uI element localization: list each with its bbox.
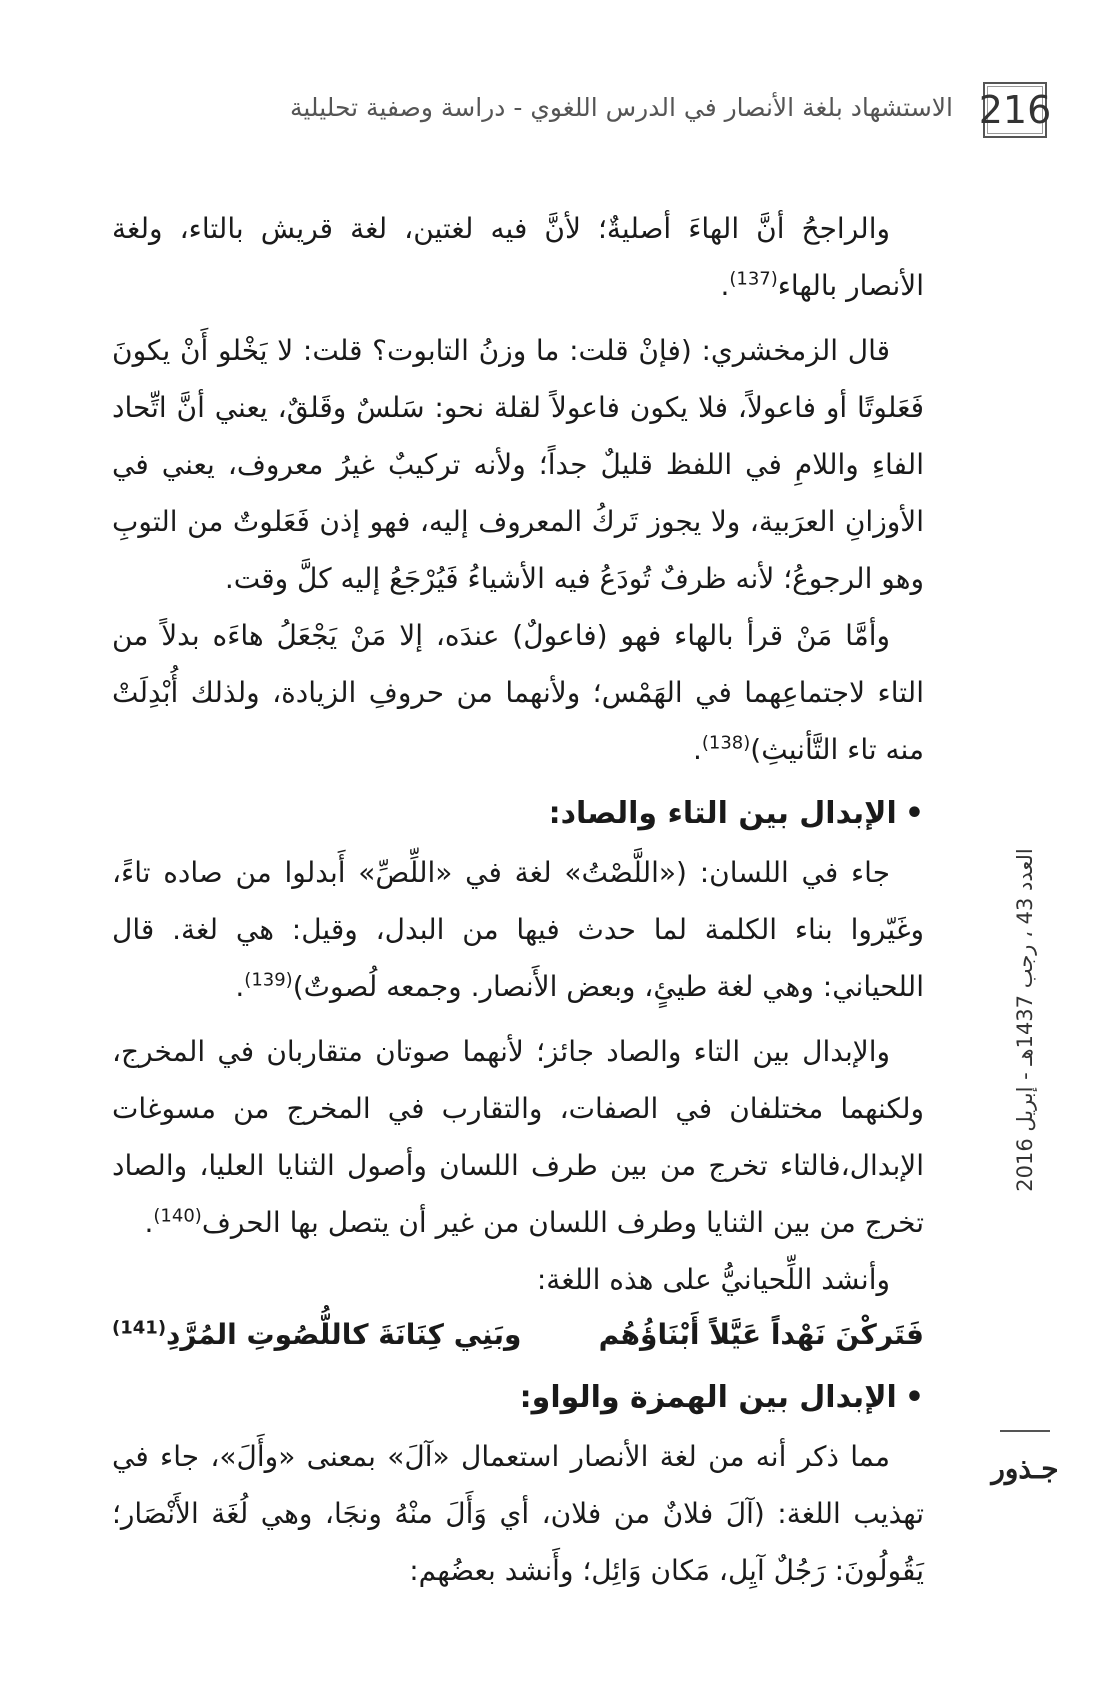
page-number-box <box>978 82 1052 138</box>
paragraph-text: جاء في اللسان: («اللَّصْتُ» لغة في «اللِّصِّ» أَبدلوا من صاده تاءً، وغَيّروا بناء الكلمة لما حدث فيها من البدل، وقيل: هي لغة. قال اللحياني: وهي لغة طيئٍ، وبعض الأَنصار. وجمعه لُصوتٌ) <box>112 856 924 1003</box>
running-title: الاستشهاد بلغة الأنصار في الدرس اللغوي - دراسة وصفية تحليلية <box>289 93 953 122</box>
section-heading-text: الإبدال بين التاء والصاد: <box>548 796 897 831</box>
paragraph: مما ذكر أنه من لغة الأنصار استعمال «آلَ» بمعنى «وأَلَ»، جاء في تهذيب اللغة: (آلَ فلانٌ من فلان، أي وَأَلَ منْهُ ونجَا، وهي لُغَة الأَنْصَار؛ يَقُولُونَ: رَجُلٌ آيِل، مَكان وَائِل؛ وأَنشد بعضُهم: <box>112 1440 924 1587</box>
journal-logo: جـذور <box>991 1452 1059 1485</box>
footnote-ref[interactable]: (139) <box>244 969 293 991</box>
verse-first-hemistich: فَتَركْنَ نَهْداً عَيَّلاً أَبْنَاؤُهُم <box>598 1318 924 1351</box>
paragraph: وأنشد اللِّحيانيُّ على هذه اللغة: <box>536 1263 890 1296</box>
paragraph: والراجحُ أنَّ الهاءَ أصليةٌ؛ لأنَّ فيه لغتين، لغة قريش بالتاء، ولغة الأنصار بالهاء$^{(137)}$. <box>112 212 924 302</box>
section-heading-text: الإبدال بين الهمزة والواو: <box>519 1380 897 1415</box>
paragraph: والإبدال بين التاء والصاد جائز؛ لأنهما صوتان متقاربان في المخرج، ولكنهما مختلفان في الصفات، والتقارب في المخرج من مسوغات الإبدال،فالتاء تخرج من بين طرف اللسان وأصول الثنايا العليا، والصاد تخرج من بين الثنايا وطرف اللسان من غير أن يتصل بها الحرف$^{(140)}$. <box>112 1035 924 1239</box>
body-text <box>112 200 924 1599</box>
footnote-ref[interactable]: (141) <box>112 1317 167 1339</box>
poetry-verse <box>112 1308 924 1362</box>
paragraph: جاء في اللسان: («اللَّصْتُ» لغة في «اللِّصِّ» أَبدلوا من صاده تاءً، وغَيّروا بناء الكلمة لما حدث فيها من البدل، وقيل: هي لغة. قال اللحياني: وهي لغة طيئٍ، وبعض الأَنصار. وجمعه لُصوتٌ)$^{(139)}$. <box>112 856 924 1003</box>
paragraph: قال الزمخشري: (فإنْ قلت: ما وزنُ التابوت؟ قلت: لا يَخْلو أَنْ يكونَ فَعَلوتًا أو فاعولاً، فلا يكون فاعولاً لقلة نحو: سَلسٌ وقَلقٌ، يعني أنَّ اتِّحاد الفاءِ واللامِ في اللفظ قليلٌ جداً؛ ولأنه تركيبٌ غيرُ معروف، يعني في الأوزانِ العرَبية، ولا يجوز تَركُ المعروف إليه، فهو إذن فَعَلوتٌ من التوبِ وهو الرجوعُ؛ لأنه ظرفٌ تُودَعُ فيه الأشياءُ فَيُرْجَعُ إليه كلَّ وقت. <box>112 334 924 595</box>
paragraph-text: والإبدال بين التاء والصاد جائز؛ لأنهما صوتان متقاربان في المخرج، ولكنهما مختلفان في الصفات، والتقارب في المخرج من مسوغات الإبدال،فالتاء تخرج من بين طرف اللسان وأصول الثنايا العليا، والصاد تخرج من بين الثنايا وطرف اللسان من غير أن يتصل بها الحرف <box>112 1035 924 1239</box>
footnote-ref[interactable]: (138) <box>701 732 751 754</box>
issue-line: العدد 43 ، رجب 1437هـ - إبريل 2016 <box>1013 848 1037 1192</box>
section-heading <box>112 1368 924 1428</box>
footnote-ref[interactable]: (140) <box>153 1205 202 1227</box>
page-number: 216 <box>978 88 1052 132</box>
paragraph-text: وأمَّا مَنْ قرأ بالهاء فهو (فاعولٌ) عندَه، إلا مَنْ يَجْعَلُ هاءَه بدلاً من التاء لاجتماعِهما في الهَمْس؛ ولأنهما من حروفِ الزيادة، ولذلك أُبْدِلَتْ منه تاء التَّأنيثِ) <box>112 619 924 766</box>
sidebar-divider <box>1000 1430 1050 1432</box>
footnote-ref[interactable]: (137) <box>729 268 778 290</box>
section-heading <box>112 784 924 844</box>
verse-second-hemistich: وبَنِي كِنَانَةَ كاللُّصُوتِ المُرَّدِ <box>166 1318 522 1351</box>
paragraph: وأمَّا مَنْ قرأ بالهاء فهو (فاعولٌ) عندَه، إلا مَنْ يَجْعَلُ هاءَه بدلاً من التاء لاجتماعِهما في الهَمْس؛ ولأنهما من حروفِ الزيادة، ولذلك أُبْدِلَتْ منه تاء التَّأنيثِ)$^{(138)}$. <box>112 619 924 766</box>
bullet-icon: • <box>904 1380 924 1415</box>
verse-second-hemistich-wrap <box>112 1308 521 1362</box>
paragraph-text: والراجحُ أنَّ الهاءَ أصليةٌ؛ لأنَّ فيه لغتين، لغة قريش بالتاء، ولغة الأنصار بالهاء <box>112 212 924 302</box>
bullet-icon: • <box>904 796 924 831</box>
